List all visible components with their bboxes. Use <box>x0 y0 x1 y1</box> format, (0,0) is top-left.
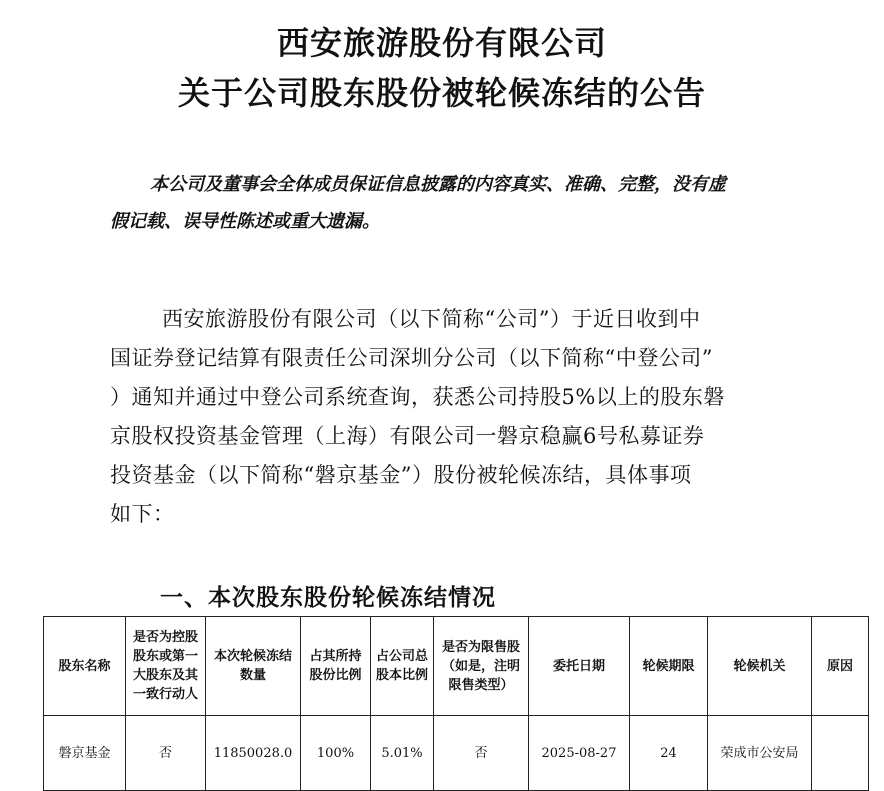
disclaimer-line-1: 本公司及董事会全体成员保证信息披露的内容真实、准确、完整，没有虚 <box>150 174 726 195</box>
header-reason: 原因 <box>812 617 869 716</box>
header-waiting-period: 轮候期限 <box>630 617 708 716</box>
header-ratio-of-total-shares: 占公司总股本比例 <box>371 617 434 716</box>
header-is-controlling-shareholder: 是否为控股股东或第一大股东及其一致行动人 <box>126 617 206 716</box>
body-line: 京股权投资基金管理（上海）有限公司一磐京稳赢6号私募证券 <box>110 424 705 448</box>
cell-freezing-authority: 荣成市公安局 <box>708 716 812 791</box>
table-row <box>44 716 869 791</box>
body-line: 如下： <box>110 502 175 526</box>
cell-is-controlling-shareholder: 否 <box>126 716 206 791</box>
table-header-row <box>44 617 869 716</box>
section-heading: 一、本次股东股份轮候冻结情况 <box>160 584 496 611</box>
cell-waiting-period: 24 <box>630 716 708 791</box>
cell-ratio-of-holdings: 100% <box>301 716 371 791</box>
cell-ratio-of-total-shares: 5.01% <box>371 716 434 791</box>
body-line: ）通知并通过中登公司系统查询，获悉公司持股5%以上的股东磐 <box>110 385 725 409</box>
body-line: 西安旅游股份有限公司（以下简称“公司”）于近日收到中 <box>162 307 701 331</box>
header-is-restricted: 是否为限售股（如是，注明限售类型） <box>434 617 529 716</box>
cell-is-restricted: 否 <box>434 716 529 791</box>
header-freeze-quantity: 本次轮候冻结数量 <box>206 617 301 716</box>
header-shareholder-name: 股东名称 <box>44 617 126 716</box>
announcement-title-subject: 关于公司股东股份被轮候冻结的公告 <box>177 74 706 112</box>
header-commission-date: 委托日期 <box>529 617 630 716</box>
cell-shareholder-name: 磐京基金 <box>44 716 126 791</box>
freeze-table <box>43 616 869 791</box>
cell-reason <box>812 716 869 791</box>
body-line: 国证券登记结算有限责任公司深圳分公司（以下简称“中登公司” <box>110 346 713 370</box>
header-freezing-authority: 轮候机关 <box>708 617 812 716</box>
body-line: 投资基金（以下简称“磐京基金”）股份被轮候冻结，具体事项 <box>110 463 692 487</box>
disclaimer-line-2: 假记载、误导性陈述或重大遗漏。 <box>110 211 380 232</box>
announcement-title-company: 西安旅游股份有限公司 <box>276 24 607 62</box>
cell-freeze-quantity: 11850028.0 <box>206 716 301 791</box>
header-ratio-of-holdings: 占其所持股份比例 <box>301 617 371 716</box>
cell-commission-date: 2025-08-27 <box>529 716 630 791</box>
